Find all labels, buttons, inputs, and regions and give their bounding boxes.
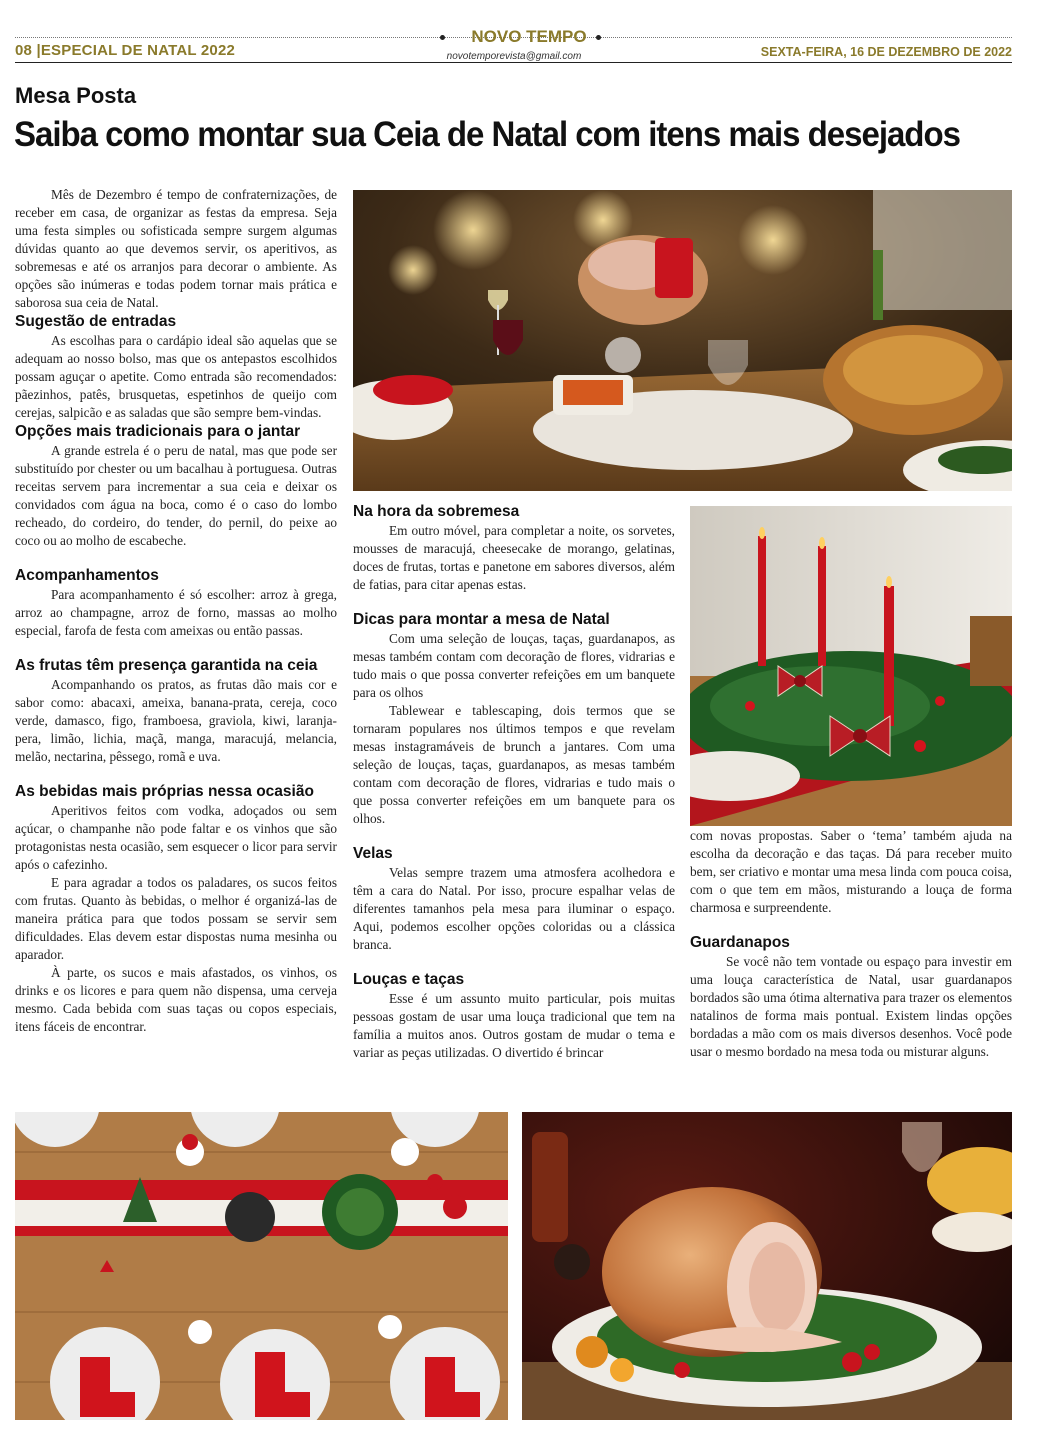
- photo-table-overhead-stockings: [15, 1112, 508, 1420]
- heading-guardanapos: Guardanapos: [690, 934, 790, 951]
- column-2: [353, 502, 675, 1062]
- photo-christmas-dinner-table: [353, 190, 1012, 491]
- paragraph-bebidas-2: E para agradar a todos os paladares, os sucos feitos com frutas. Quanto às bebidas, o melhor é organizá-las de maneira prática para que todos possam se servir sem dificuldades. Elas devem estar dispostas numa mesinha ou aparador.: [15, 875, 337, 962]
- heading-dicas: Dicas para montar a mesa de Natal: [353, 611, 610, 628]
- photo-candle-centerpiece: [690, 506, 1012, 826]
- paragraph-loucas: Esse é um assunto muito particular, pois muitas pessoas gostam de usar uma louça tradicional que tem na família a muitos anos. Outros gostam de mudar o tema e variar as peças utilizadas. O divertido é brincar: [353, 991, 675, 1060]
- headline: Saiba como montar sua Ceia de Natal com itens mais desejados: [14, 114, 960, 154]
- heading-loucas: Louças e taças: [353, 971, 465, 988]
- paragraph-bebidas-1: Aperitivos feitos com vodka, adoçados ou sem açúcar, o champanhe não pode faltar e os vinhos que são protagonistas nesta ocasião, sem esquecer o licor para servir após o cafezinho.: [15, 803, 337, 872]
- column-3: [690, 827, 1012, 1061]
- intro-paragraph: Mês de Dezembro é tempo de confraternizações, de receber em casa, de organizar as festas da empresa. Seja uma festa simples ou sofisticada sempre surgem algumas dúvidas quanto ao que devemos servir, os aperitivos, as sobremesas e até os arranjos para decorar o ambiente. As opções são inúmeras e todas podem tornar mais prática e saborosa sua ceia de Natal.: [15, 187, 337, 310]
- header-rule: [15, 62, 1012, 63]
- paragraph-sobremesa: Em outro móvel, para completar a noite, os sorvetes, mousses de maracujá, cheesecake de morango, gelatinas, doces de frutas, tortas e panetone em sabores diversos, além de fatias, para citar apenas estas.: [353, 523, 675, 592]
- paragraph-bebidas-3: À parte, os sucos e mais afastados, os vinhos, os drinks e os licores e para quem não dispensa, uma cerveja mesmo. Cada bebida com suas taças ou copos especiais, itens fáceis de encontrar.: [15, 965, 337, 1034]
- paragraph-guardanapos: Se você não tem vontade ou espaço para investir em uma louça característica de Natal, usar guardanapos bordados são uma ótima alternativa para trazer os elementos natalinos de forma mais pontual. Existem lindas opções bordadas a mão com os mais diversos desenhos. Você pode usar o mesmo bordado na mesa toda ou misturar alguns.: [690, 954, 1012, 1059]
- paragraph-acompanhamentos: Para acompanhamento é só escolher: arroz à grega, arroz ao champagne, arroz de forno, massas ao molho especial, farofa de festa com ameixas ou então passas.: [15, 587, 337, 638]
- heading-frutas: As frutas têm presença garantida na ceia: [15, 657, 318, 674]
- paragraph-entradas: As escolhas para o cardápio ideal são aquelas que se adequam ao nosso bolso, mas que os antepastos escolhidos possam aguçar o apetite. Como entrada são recomendados: pãezinhos, patês, brusquetas, espetinhos de queijo com cerejas, salpicão e as saladas que são sempre bem-vindas.: [15, 333, 337, 420]
- section-title: Mesa Posta: [15, 83, 137, 108]
- column-1: [15, 186, 337, 1036]
- heading-velas: Velas: [353, 845, 393, 862]
- page-section-label: 08 |ESPECIAL DE NATAL 2022: [15, 42, 236, 59]
- heading-acompanhamentos: Acompanhamentos: [15, 567, 159, 584]
- issue-date: SEXTA-FEIRA, 16 DE DEZEMBRO DE 2022: [760, 45, 1012, 59]
- heading-bebidas: As bebidas mais próprias nessa ocasião: [15, 783, 314, 800]
- heading-sobremesa: Na hora da sobremesa: [353, 503, 520, 520]
- heading-jantar: Opções mais tradicionais para o jantar: [15, 423, 301, 440]
- contact-email[interactable]: novotemporevista@gmail.com: [446, 51, 582, 62]
- paragraph-dicas-2: Tablewear e tablescaping, dois termos que se tornaram populares nos últimos tempos e que revelam mesas instagramáveis de brunch a jantares. Com uma seleção de louças, taças, guardanapos, as mesas também contam com decoração de flores, vidrarias e tudo mais o que possa converter refeições em um banquete para os olhos.: [353, 703, 675, 826]
- paragraph-frutas: Acompanhando os pratos, as frutas dão mais cor e sabor como: abacaxi, ameixa, banana-prata, cereja, coco verde, damasco, figo, framboesa, graviola, kiwi, laranja-pera, limão, lichia, maçã, manga, maracujá, melancia, melão, nectarina, pêssego, romã e uva.: [15, 677, 337, 764]
- photo-roast-dish: [522, 1112, 1012, 1420]
- paragraph-jantar: A grande estrela é o peru de natal, mas que pode ser substituído por chester ou um bacalhau à portuguesa. Outras receitas servem para incrementar a sua ceia e deixar os convidados com água na boca, como é o caso do lombo recheado, do cordeiro, do tender, do pernil, do peixe ao coco ou ao molho de escabeche.: [15, 443, 337, 548]
- paragraph-continuation: com novas propostas. Saber o ‘tema’ também ajuda na escolha da decoração e das taças. Dá para receber muito bem, ser criativo e montar uma mesa linda com pouca coisa, com o que tem em mãos, misturando a louça de forma charmosa e surpreendente.: [690, 828, 1012, 915]
- paragraph-dicas-1: Com uma seleção de louças, taças, guardanapos, as mesas também contam com decoração de flores, vidrarias e tudo mais o que possa converter refeições em um banquete para os olhos: [353, 631, 675, 700]
- heading-entradas: Sugestão de entradas: [15, 313, 177, 330]
- paragraph-velas: Velas sempre trazem uma atmosfera acolhedora e têm a cara do Natal. Por isso, procure espalhar velas de diferentes tamanhos pela mesa para iluminar o espaço. Aqui, podemos escolher opções coloridas ou a clássica branca.: [353, 865, 675, 952]
- brand-name: NOVO TEMPO: [471, 27, 587, 46]
